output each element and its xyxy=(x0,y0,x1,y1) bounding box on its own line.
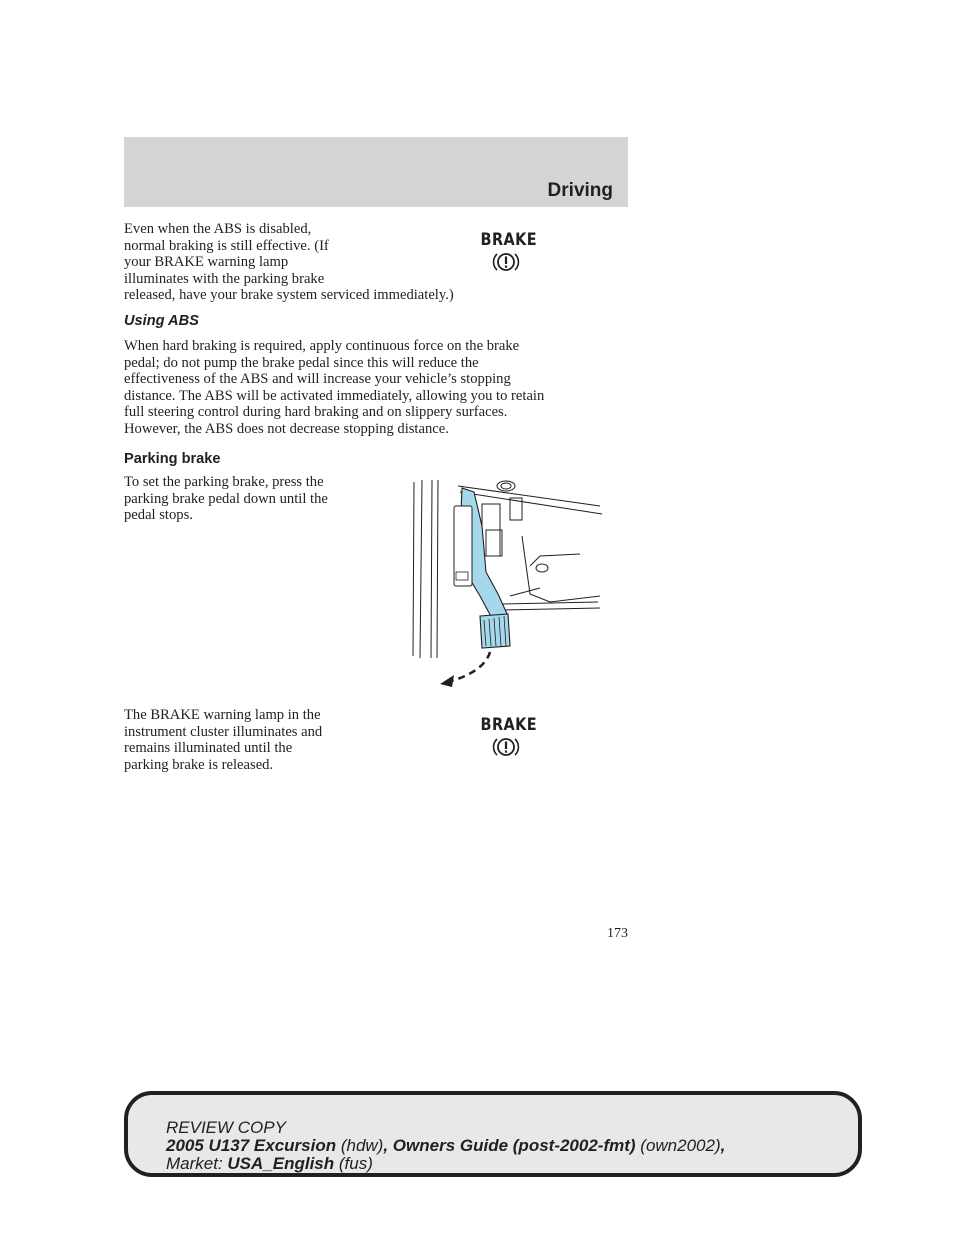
footer-text xyxy=(166,1119,725,1173)
parking-brake-pedal-illustration xyxy=(410,476,610,690)
footer-market-label: Market: xyxy=(166,1154,228,1173)
text-line: To set the parking brake, press the xyxy=(124,474,324,490)
text-line: instrument cluster illuminates and xyxy=(124,723,323,740)
brake-exclamation-icon xyxy=(492,251,520,273)
parking-brake-paragraph xyxy=(124,474,328,524)
brake-label: BRAKE xyxy=(480,715,538,735)
text-line: effectiveness of the ABS and will increase your vehicle’s stopping xyxy=(124,371,511,387)
page-number: 173 xyxy=(607,926,628,941)
footer-review-label: REVIEW COPY xyxy=(166,1118,286,1137)
abs-disabled-paragraph xyxy=(124,221,454,304)
text-line: your BRAKE warning lamp xyxy=(124,254,289,270)
footer-guide: Owners Guide (post-2002-fmt) xyxy=(392,1136,636,1155)
text-line: illuminates with the parking brake xyxy=(124,270,325,287)
text-line: parking brake is released. xyxy=(124,756,274,773)
brake-exclamation-icon xyxy=(492,736,520,758)
text-line: pedal; do not pump the brake pedal since this will reduce the xyxy=(124,354,479,371)
text-line: full steering control during hard braking and on slippery surfaces. xyxy=(124,404,508,420)
footer-separator: , xyxy=(383,1136,393,1155)
using-abs-paragraph xyxy=(124,338,544,437)
text-line: parking brake pedal down until the xyxy=(124,490,328,507)
text-line: Even when the ABS is disabled, xyxy=(124,221,312,237)
section-title: Driving xyxy=(547,180,613,201)
footer-model-code: (hdw) xyxy=(336,1136,384,1155)
text-line: distance. The ABS will be activated immediately, allowing you to retain xyxy=(124,387,545,404)
footer-guide-code: (own2002) xyxy=(635,1136,721,1155)
warning-lamp-paragraph xyxy=(124,707,322,773)
section-header-band xyxy=(124,137,628,207)
text-line: released, have your brake system serviced immediately.) xyxy=(124,287,454,303)
parking-brake-heading: Parking brake xyxy=(124,451,221,467)
text-line: normal braking is still effective. (If xyxy=(124,237,329,254)
footer-market: USA_English xyxy=(227,1154,335,1173)
text-line: pedal stops. xyxy=(124,507,193,523)
brake-warning-icon xyxy=(476,231,536,273)
review-copy-footer xyxy=(124,1091,862,1177)
footer-market-code: (fus) xyxy=(334,1154,373,1173)
brake-warning-icon xyxy=(476,716,536,758)
using-abs-heading: Using ABS xyxy=(124,313,199,329)
footer-model: 2005 U137 Excursion xyxy=(166,1136,337,1155)
footer-separator: , xyxy=(720,1136,726,1155)
text-line: remains illuminated until the xyxy=(124,740,293,756)
text-line: When hard braking is required, apply continuous force on the brake xyxy=(124,338,520,354)
text-line: However, the ABS does not decrease stopping distance. xyxy=(124,420,449,437)
text-line: The BRAKE warning lamp in the xyxy=(124,707,321,723)
brake-label: BRAKE xyxy=(480,230,538,250)
footer-market-line xyxy=(166,1155,725,1173)
footer-document-line xyxy=(166,1137,725,1155)
